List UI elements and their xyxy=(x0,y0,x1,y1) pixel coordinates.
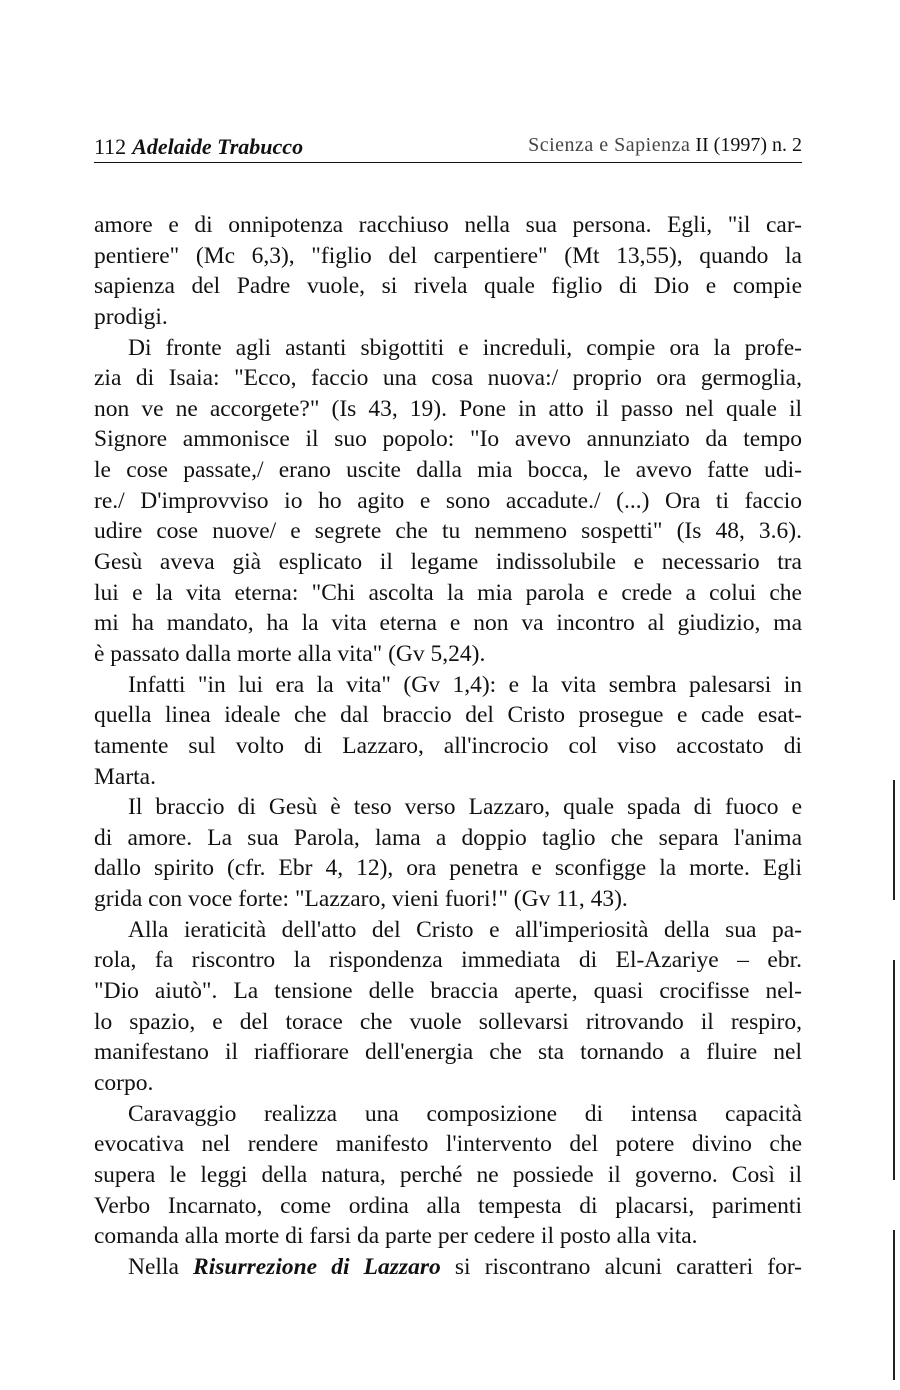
line-suffix: si riscontrano alcuni caratteri for- xyxy=(440,1253,802,1280)
scan-edge-mark xyxy=(893,780,895,900)
text-line: grida con voce forte: "Lazzaro, vieni fuori!" (Gv 11, 43). xyxy=(94,886,628,913)
text-line: corpo. xyxy=(94,1069,154,1096)
line-prefix: Nella xyxy=(128,1253,194,1280)
text-line: Infatti "in lui era la vita" (Gv 1,4): e la vita sembra palesarsi in xyxy=(128,671,802,698)
text-line: le cose passate,/ erano uscite dalla mia bocca, le avevo fatte udi- xyxy=(94,457,802,484)
text-line: Di fronte agli astanti sbigottiti e increduli, compie ora la profe- xyxy=(128,334,802,361)
header-issue: II (1997) n. 2 xyxy=(695,134,802,156)
text-line: Alla ieraticità dell'atto del Cristo e all'imperiosità della sua pa- xyxy=(128,916,802,943)
text-line: re./ D'improvviso io ho agito e sono accadute./ (...) Ora ti faccio xyxy=(94,487,802,514)
text-line: mi ha mandato, ha la vita eterna e non va incontro al giudizio, ma xyxy=(94,610,802,637)
text-line: Verbo Incarnato, come ordina alla tempesta di placarsi, parimenti xyxy=(94,1192,802,1219)
text-line: udire cose nuove/ e segrete che tu nemmeno sospetti" (Is 48, 3.6). xyxy=(94,518,802,545)
artwork-title: Risurrezione di Lazzaro xyxy=(193,1253,441,1280)
page-number: 112 xyxy=(94,134,127,159)
text-line: tamente sul volto di Lazzaro, all'incrocio col viso accostato di xyxy=(94,732,802,759)
header-author: Adelaide Trabucco xyxy=(132,134,304,159)
text-line: Signore ammonisce il suo popolo: "Io avevo annunziato da tempo xyxy=(94,426,802,453)
text-line: zia di Isaia: "Ecco, faccio una cosa nuova:/ proprio ora germoglia, xyxy=(94,365,802,392)
text-line: lo spazio, e del torace che vuole sollevarsi ritrovando il respiro, xyxy=(94,1008,802,1035)
text-line: supera le leggi della natura, perché ne possiede il governo. Così il xyxy=(94,1161,802,1188)
text-line: comanda alla morte di farsi da parte per cedere il posto alla vita. xyxy=(94,1223,698,1250)
text-line: prodigi. xyxy=(94,303,168,330)
text-line: sapienza del Padre vuole, si rivela quale figlio di Dio e compie xyxy=(94,273,802,300)
scan-edge-mark xyxy=(893,1230,895,1380)
header-right xyxy=(528,134,802,157)
text-line: dallo spirito (cfr. Ebr 4, 12), ora penetra e sconfigge la morte. Egli xyxy=(94,855,802,882)
text-line: "Dio aiutò". La tensione delle braccia aperte, quasi crocifisse nel- xyxy=(94,978,802,1005)
text-line: Marta. xyxy=(94,763,156,790)
header-journal: Scienza e Sapienza xyxy=(528,134,691,156)
text-line: evocativa nel rendere manifesto l'intervento del potere divino che xyxy=(94,1131,802,1158)
text-line: quella linea ideale che dal braccio del Cristo prosegue e cade esat- xyxy=(94,702,802,729)
scan-edge-mark xyxy=(893,960,895,1180)
text-line: non ve ne accorgete?" (Is 43, 19). Pone in atto il passo nel quale il xyxy=(94,395,802,422)
text-line: Il braccio di Gesù è teso verso Lazzaro, quale spada di fuoco e xyxy=(128,794,802,821)
text-line: manifestano il riaffiorare dell'energia che sta tornando a fluire nel xyxy=(94,1039,802,1066)
text-line: Gesù aveva già esplicato il legame indissolubile e necessario tra xyxy=(94,549,802,576)
running-header xyxy=(94,128,802,163)
header-left xyxy=(94,134,303,160)
text-line: Caravaggio realizza una composizione di intensa capacità xyxy=(128,1100,802,1127)
text-line: pentiere" (Mc 6,3), "figlio del carpentiere" (Mt 13,55), quando la xyxy=(94,242,802,269)
text-line xyxy=(94,1252,802,1283)
text-line: lui e la vita eterna: "Chi ascolta la mia parola e crede a colui che xyxy=(94,579,802,606)
text-line: amore e di onnipotenza racchiuso nella sua persona. Egli, "il car- xyxy=(94,212,802,238)
text-line: rola, fa riscontro la rispondenza immediata di El-Azariye – ebr. xyxy=(94,947,802,974)
body-text xyxy=(94,210,802,1282)
text-line: è passato dalla morte alla vita" (Gv 5,24). xyxy=(94,640,486,667)
text-line: di amore. La sua Parola, lama a doppio taglio che separa l'anima xyxy=(94,824,802,851)
